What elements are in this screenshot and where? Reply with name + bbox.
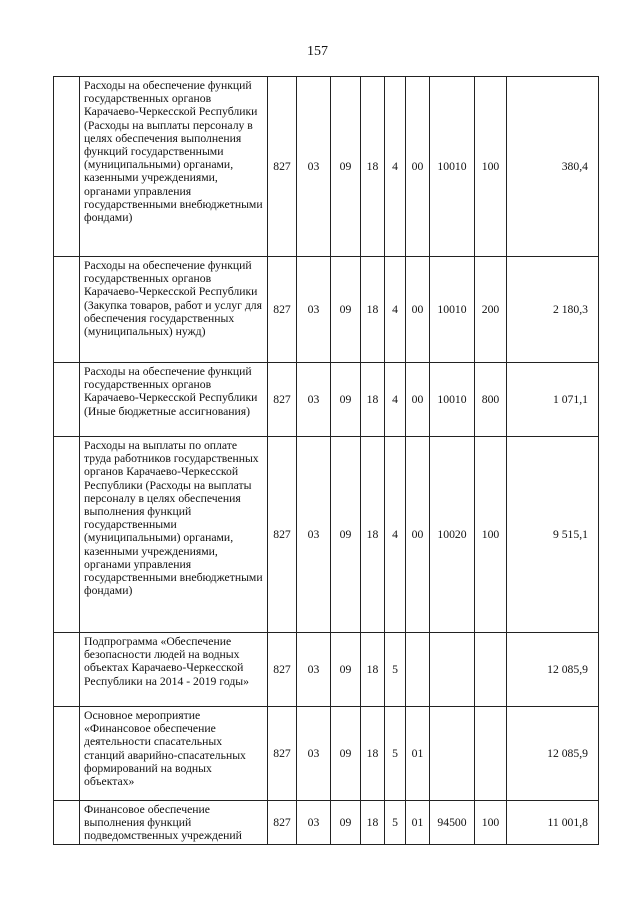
empty-left-cell <box>54 707 80 801</box>
ministry-code-cell: 827 <box>268 77 297 257</box>
activity-code-cell: 00 <box>406 437 430 633</box>
amount-cell: 1 071,1 <box>507 363 599 437</box>
program-code-cell: 18 <box>361 257 385 363</box>
expense-type-cell <box>475 633 507 707</box>
activity-code-cell: 01 <box>406 707 430 801</box>
subprogram-code-cell: 4 <box>385 437 406 633</box>
ministry-code-cell: 827 <box>268 801 297 845</box>
subprogram-code-cell: 5 <box>385 633 406 707</box>
activity-code-cell: 00 <box>406 363 430 437</box>
expense-type-cell: 200 <box>475 257 507 363</box>
expense-type-cell: 100 <box>475 437 507 633</box>
subsection-code-cell: 09 <box>331 437 361 633</box>
section-code-cell: 03 <box>297 437 331 633</box>
subsection-code-cell: 09 <box>331 801 361 845</box>
empty-left-cell <box>54 801 80 845</box>
expense-type-cell: 100 <box>475 77 507 257</box>
row-name-cell: Расходы на обеспечение функций государственных органов Карачаево-Черкесской Республики (Закупка товаров, работ и услуг для обеспечения государственных (муниципальных) нужд) <box>80 257 268 363</box>
subprogram-code-cell: 4 <box>385 77 406 257</box>
row-name-cell: Основное мероприятие «Финансовое обеспечение деятельности спасательных станций аварийно-спасательных формирований на водных объектах» <box>80 707 268 801</box>
empty-left-cell <box>54 77 80 257</box>
subprogram-code-cell: 5 <box>385 707 406 801</box>
amount-cell: 9 515,1 <box>507 437 599 633</box>
ministry-code-cell: 827 <box>268 633 297 707</box>
amount-cell: 12 085,9 <box>507 707 599 801</box>
activity-code-cell <box>406 633 430 707</box>
ministry-code-cell: 827 <box>268 257 297 363</box>
budget-table <box>53 76 599 845</box>
subsection-code-cell: 09 <box>331 257 361 363</box>
ministry-code-cell: 827 <box>268 437 297 633</box>
activity-code-cell: 01 <box>406 801 430 845</box>
subsection-code-cell: 09 <box>331 707 361 801</box>
table-row <box>54 707 599 801</box>
ministry-code-cell: 827 <box>268 707 297 801</box>
activity-code-cell: 00 <box>406 77 430 257</box>
amount-cell: 380,4 <box>507 77 599 257</box>
section-code-cell: 03 <box>297 707 331 801</box>
empty-left-cell <box>54 437 80 633</box>
direction-code-cell: 10020 <box>430 437 475 633</box>
empty-left-cell <box>54 363 80 437</box>
direction-code-cell: 10010 <box>430 77 475 257</box>
program-code-cell: 18 <box>361 363 385 437</box>
row-name-cell: Подпрограмма «Обеспечение безопасности людей на водных объектах Карачаево-Черкесской Республики на 2014 - 2019 годы» <box>80 633 268 707</box>
section-code-cell: 03 <box>297 257 331 363</box>
section-code-cell: 03 <box>297 801 331 845</box>
subsection-code-cell: 09 <box>331 363 361 437</box>
expense-type-cell <box>475 707 507 801</box>
direction-code-cell <box>430 707 475 801</box>
subprogram-code-cell: 4 <box>385 257 406 363</box>
subprogram-code-cell: 5 <box>385 801 406 845</box>
row-name-cell: Расходы на выплаты по оплате труда работников государственных органов Карачаево-Черкесской Республики (Расходы на выплаты персоналу в целях обеспечения выполнения функций государственными (муниципальными) органами, казенными учреждениями, органами управления государственными внебюджетными фондами) <box>80 437 268 633</box>
table-row <box>54 77 599 257</box>
table-row <box>54 633 599 707</box>
row-name-cell: Расходы на обеспечение функций государственных органов Карачаево-Черкесской Республики (Расходы на выплаты персоналу в целях обеспечения выполнения функций государственными (муниципальными) органами, казенными учреждениями, органами управления государственными внебюджетными фондами) <box>80 77 268 257</box>
amount-cell: 2 180,3 <box>507 257 599 363</box>
empty-left-cell <box>54 633 80 707</box>
row-name-cell: Финансовое обеспечение выполнения функций подведомственных учреждений <box>80 801 268 845</box>
program-code-cell: 18 <box>361 437 385 633</box>
empty-left-cell <box>54 257 80 363</box>
section-code-cell: 03 <box>297 633 331 707</box>
table-row <box>54 801 599 845</box>
expense-type-cell: 100 <box>475 801 507 845</box>
program-code-cell: 18 <box>361 801 385 845</box>
expense-type-cell: 800 <box>475 363 507 437</box>
row-name-cell: Расходы на обеспечение функций государственных органов Карачаево-Черкесской Республики (Иные бюджетные ассигнования) <box>80 363 268 437</box>
activity-code-cell: 00 <box>406 257 430 363</box>
direction-code-cell: 94500 <box>430 801 475 845</box>
section-code-cell: 03 <box>297 363 331 437</box>
amount-cell: 11 001,8 <box>507 801 599 845</box>
direction-code-cell <box>430 633 475 707</box>
subprogram-code-cell: 4 <box>385 363 406 437</box>
subsection-code-cell: 09 <box>331 633 361 707</box>
table-body <box>54 77 599 845</box>
program-code-cell: 18 <box>361 633 385 707</box>
direction-code-cell: 10010 <box>430 257 475 363</box>
table-row <box>54 363 599 437</box>
ministry-code-cell: 827 <box>268 363 297 437</box>
table-row <box>54 437 599 633</box>
program-code-cell: 18 <box>361 707 385 801</box>
page-number: 157 <box>307 44 328 59</box>
program-code-cell: 18 <box>361 77 385 257</box>
section-code-cell: 03 <box>297 77 331 257</box>
direction-code-cell: 10010 <box>430 363 475 437</box>
subsection-code-cell: 09 <box>331 77 361 257</box>
table-row <box>54 257 599 363</box>
amount-cell: 12 085,9 <box>507 633 599 707</box>
